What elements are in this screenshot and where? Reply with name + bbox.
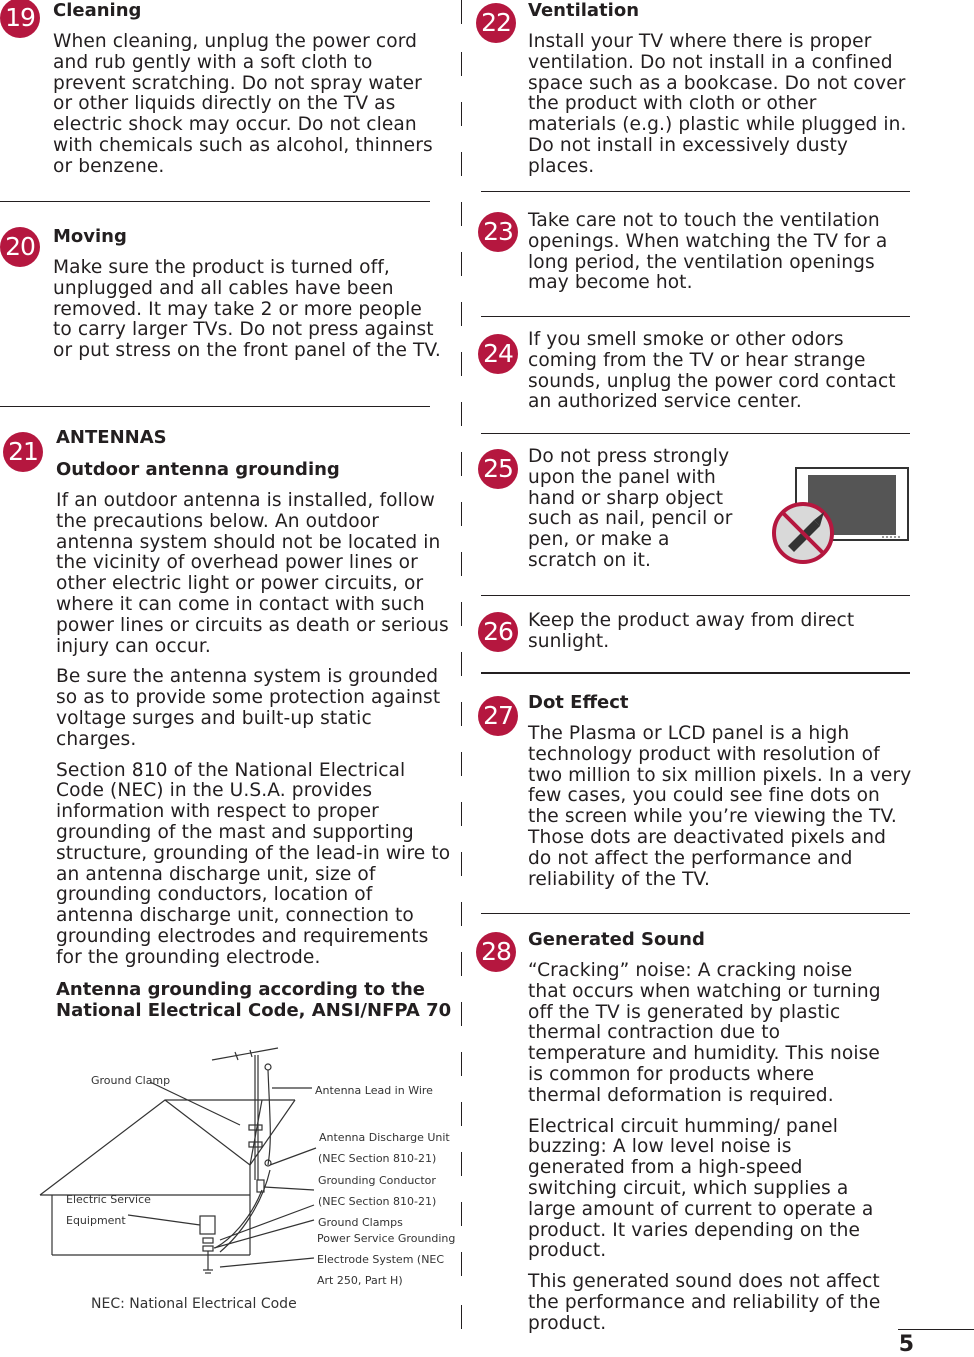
column-tick bbox=[461, 452, 462, 476]
item-27-number: 27 bbox=[478, 696, 518, 736]
item-25 bbox=[528, 447, 743, 582]
label-ground-clamp: Ground Clamp bbox=[91, 1074, 171, 1087]
item-22-title: Ventilation bbox=[528, 0, 640, 21]
item-28-para-2: Electrical circuit humming/ panel buzzing: A low level noise is generated from a high-speed switching circuit, which supplies a large amount of current to operate a product. It varies depending on the product. bbox=[528, 1115, 874, 1262]
item-19-number: 19 bbox=[0, 0, 40, 38]
label-antenna-lead: Antenna Lead in Wire bbox=[315, 1084, 433, 1097]
item-23-number: 23 bbox=[478, 212, 518, 252]
item-22-number: 22 bbox=[476, 3, 516, 43]
column-tick bbox=[461, 1052, 462, 1076]
item-19 bbox=[53, 0, 445, 188]
antenna-grounding-diagram bbox=[0, 1030, 460, 1320]
column-tick bbox=[461, 552, 462, 576]
item-20-body: Make sure the product is turned off, unplugged and all cables have been removed. It may take 2 or more people to carry larger TVs. Do not press against or put stress on the front panel of the TV. bbox=[53, 257, 441, 362]
page-number-rule bbox=[898, 1329, 974, 1330]
column-tick bbox=[461, 252, 462, 276]
item-22 bbox=[528, 0, 908, 188]
divider bbox=[481, 433, 910, 434]
column-tick bbox=[461, 352, 462, 376]
divider bbox=[481, 672, 910, 674]
item-20-number: 20 bbox=[0, 227, 40, 267]
column-tick bbox=[461, 1202, 462, 1226]
column-tick bbox=[461, 502, 462, 526]
column-tick bbox=[461, 202, 462, 226]
nec-caption: NEC: National Electrical Code bbox=[91, 1296, 297, 1312]
label-electric-service-2: Equipment bbox=[66, 1214, 126, 1227]
item-25-body: Do not press strongly upon the panel with hand or sharp object such as nail, pencil or pen, or make a scratch on it. bbox=[528, 446, 733, 571]
item-19-title: Cleaning bbox=[53, 0, 142, 21]
item-27 bbox=[528, 692, 912, 900]
column-tick bbox=[461, 402, 462, 426]
column-tick bbox=[461, 1102, 462, 1126]
column-tick bbox=[461, 0, 462, 24]
column-tick bbox=[461, 1305, 462, 1329]
column-tick bbox=[461, 852, 462, 876]
column-tick bbox=[461, 652, 462, 676]
divider bbox=[481, 316, 910, 317]
column-tick bbox=[461, 952, 462, 976]
item-25-number: 25 bbox=[478, 449, 518, 489]
divider bbox=[481, 595, 910, 596]
divider bbox=[481, 913, 910, 914]
item-28-number: 28 bbox=[476, 932, 516, 972]
item-21-para-3: Section 810 of the National Electrical Code (NEC) in the U.S.A. provides information with respect to proper grounding of the mast and supporting structure, grounding of the lead-in wire to an antenna discharge unit, size of grounding conductors, location of antenna discharge unit, connection to grounding electrodes and requirements for the grounding electrode. bbox=[56, 759, 451, 968]
divider bbox=[0, 406, 430, 407]
item-21-title: ANTENNAS bbox=[56, 427, 167, 448]
label-ground-clamps: Ground Clamps bbox=[318, 1216, 403, 1229]
column-tick bbox=[461, 1252, 462, 1276]
item-24 bbox=[528, 330, 912, 423]
column-tick bbox=[461, 1152, 462, 1176]
column-tick bbox=[461, 602, 462, 626]
page-number: 5 bbox=[898, 1332, 914, 1357]
divider bbox=[0, 201, 430, 202]
item-28-title: Generated Sound bbox=[528, 929, 705, 950]
item-26-number: 26 bbox=[478, 612, 518, 652]
column-tick bbox=[461, 702, 462, 726]
column-tick bbox=[461, 902, 462, 926]
item-28-para-3: This generated sound does not affect the performance and reliability of the product. bbox=[528, 1271, 881, 1334]
item-21-subtitle: Outdoor antenna grounding bbox=[56, 459, 340, 480]
item-21-number: 21 bbox=[3, 432, 43, 472]
divider bbox=[481, 191, 910, 192]
label-discharge-section: (NEC Section 810-21) bbox=[318, 1152, 437, 1165]
item-21 bbox=[56, 427, 454, 1032]
item-27-title: Dot Effect bbox=[528, 692, 629, 713]
column-tick bbox=[461, 52, 462, 76]
item-26 bbox=[528, 611, 908, 663]
label-discharge-unit: Antenna Discharge Unit bbox=[319, 1131, 450, 1144]
item-28 bbox=[528, 929, 888, 1345]
column-tick bbox=[461, 1002, 462, 1026]
item-20-title: Moving bbox=[53, 226, 127, 247]
item-26-body: Keep the product away from direct sunlight. bbox=[528, 610, 855, 652]
item-23-body: Take care not to touch the ventilation openings. When watching the TV for a long period, the ventilation openings may become hot. bbox=[528, 210, 888, 294]
label-power-service-1: Power Service Grounding bbox=[317, 1232, 456, 1245]
item-24-body: If you smell smoke or other odors coming from the TV or hear strange sounds, unplug the power cord contact an authorized service center. bbox=[528, 329, 896, 413]
item-21-subtitle-2: Antenna grounding according to the National Electrical Code, ANSI/NFPA 70 bbox=[56, 978, 452, 1021]
label-grounding-conductor: Grounding Conductor bbox=[318, 1174, 436, 1187]
column-tick bbox=[461, 802, 462, 826]
item-19-body: When cleaning, unplug the power cord and rub gently with a soft cloth to prevent scratching. Do not spray water or other liquids directly on the TV as electric shock may occur. Do not clean with chemicals such as alcohol, thinners or benzene. bbox=[53, 31, 433, 177]
column-tick bbox=[461, 302, 462, 326]
label-grounding-section: (NEC Section 810-21) bbox=[318, 1195, 437, 1208]
column-tick bbox=[461, 752, 462, 776]
item-23 bbox=[528, 211, 908, 304]
column-tick bbox=[461, 102, 462, 126]
label-power-service-3: Art 250, Part H) bbox=[317, 1274, 403, 1287]
label-electric-service-1: Electric Service bbox=[66, 1193, 151, 1206]
item-28-para-1: “Cracking” noise: A cracking noise that occurs when watching or turning off the TV is generated by plastic thermal contraction due to temperature and humidity. This noise is common for products where thermal deformation is required. bbox=[528, 960, 881, 1106]
item-24-number: 24 bbox=[478, 334, 518, 374]
item-20 bbox=[53, 226, 445, 372]
column-tick bbox=[461, 152, 462, 176]
label-power-service-2: Electrode System (NEC bbox=[317, 1253, 445, 1266]
no-sharp-object-icon bbox=[770, 500, 836, 566]
item-27-body: The Plasma or LCD panel is a high technology product with resolution of two million to six million pixels. In a very few cases, you could see fine dots on the screen while you’re viewing the TV. Those dots are deactivated pixels and do not affect the performance and reliability of the TV. bbox=[528, 723, 912, 890]
item-22-body: Install your TV where there is proper ventilation. Do not install in a confined space such as a bookcase. Do not cover the product with cloth or other materials (e.g.) plastic while plugged in. Do not install in excessively dusty places. bbox=[528, 31, 907, 177]
item-21-para-1: If an outdoor antenna is installed, follow the precautions below. An outdoor antenna system should not be located in the vicinity of overhead power lines or other electric light or power circuits, or where it can come in contact with such power lines or circuits as death or serious injury can occur. bbox=[56, 490, 449, 657]
item-21-para-2: Be sure the antenna system is grounded so as to provide some protection against voltage surges and built-up static charges. bbox=[56, 666, 441, 750]
